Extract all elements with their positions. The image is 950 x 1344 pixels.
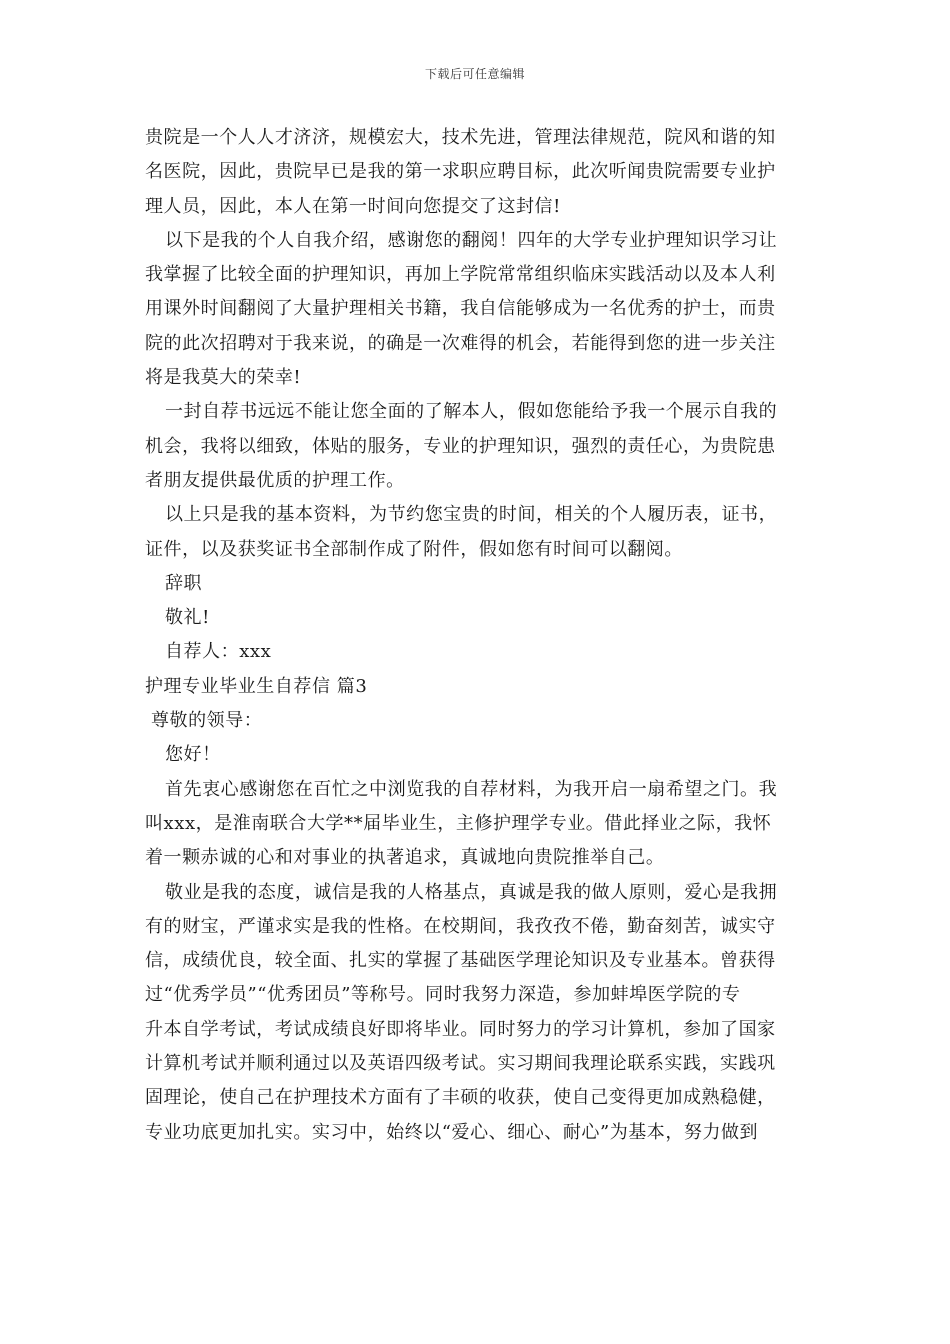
text-line: 过“优秀学员”“优秀团员”等称号。同时我努力深造，参加蚌埠医学院的专	[145, 984, 741, 1006]
document-body	[145, 121, 813, 1150]
text-line: 用课外时间翻阅了大量护理相关书籍，我自信能够成为一名优秀的护士，而贵	[145, 298, 776, 320]
text-line: 我掌握了比较全面的护理知识，再加上学院常常组织临床实践活动以及本人利	[145, 264, 776, 286]
text-line: 升本自学考试，考试成绩良好即将毕业。同时努力的学习计算机，参加了国家	[145, 1018, 776, 1040]
section-title: 护理专业毕业生自荐信 篇3	[145, 675, 368, 697]
text-line: 一封自荐书远远不能让您全面的了解本人，假如您能给予我一个展示自我的	[165, 401, 778, 423]
text-line: 名医院，因此，贵院早已是我的第一求职应聘目标，此次听闻贵院需要专业护	[145, 161, 776, 183]
text-line: 院的此次招聘对于我来说，的确是一次难得的机会，若能得到您的进一步关注	[145, 332, 776, 354]
text-line: 理人员，因此，本人在第一时间向您提交了这封信!	[145, 195, 561, 217]
text-line: 固理论，使自己在护理技术方面有了丰硕的收获，使自己变得更加成熟稳健，	[145, 1087, 776, 1109]
salutation: 尊敬的领导：	[151, 710, 263, 732]
text-line: 辞职	[165, 572, 203, 594]
text-line: 机会，我将以细致，体贴的服务，专业的护理知识，强烈的责任心，为贵院患	[145, 435, 776, 457]
text-line: 证件，以及获奖证书全部制作成了附件，假如您有时间可以翻阅。	[145, 538, 683, 560]
text-line: 有的财宝，严谨求实是我的性格。在校期间，我孜孜不倦，勤奋刻苦，诚实守	[145, 915, 776, 937]
text-line: 以下是我的个人自我介绍，感谢您的翻阅！四年的大学专业护理知识学习让	[165, 229, 778, 251]
text-line: 自荐人：xxx	[165, 641, 272, 663]
text-line: 您好！	[165, 744, 221, 766]
text-line: 以上只是我的基本资料，为节约您宝贵的时间，相关的个人履历表，证书，	[165, 504, 778, 526]
text-line: 贵院是一个人人才济济，规模宏大，技术先进，管理法律规范，院风和谐的知	[145, 127, 776, 148]
text-line: 敬业是我的态度，诚信是我的人格基点，真诚是我的做人原则，爱心是我拥	[165, 881, 778, 903]
text-line: 信，成绩优良，较全面、扎实的掌握了基础医学理论知识及专业基本。曾获得	[145, 950, 776, 972]
text-line: 专业功底更加扎实。实习中，始终以“爱心、细心、耐心”为基本，努力做到	[145, 1121, 759, 1143]
text-line: 将是我莫大的荣幸!	[145, 367, 302, 389]
text-line: 敬礼!	[165, 607, 210, 629]
text-line: 者朋友提供最优质的护理工作。	[145, 469, 405, 491]
page-header: 下载后可任意编辑	[424, 67, 525, 81]
text-line: 计算机考试并顺利通过以及英语四级考试。实习期间我理论联系实践，实践巩	[145, 1053, 776, 1075]
text-line: 着一颗赤诚的心和对事业的执著追求，真诚地向贵院推举自己。	[145, 847, 665, 869]
text-line: 首先衷心感谢您在百忙之中浏览我的自荐材料，为我开启一扇希望之门。我	[165, 778, 778, 800]
text-line: 叫xxx，是淮南联合大学**届毕业生，主修护理学专业。借此择业之际，我怀	[145, 812, 772, 834]
